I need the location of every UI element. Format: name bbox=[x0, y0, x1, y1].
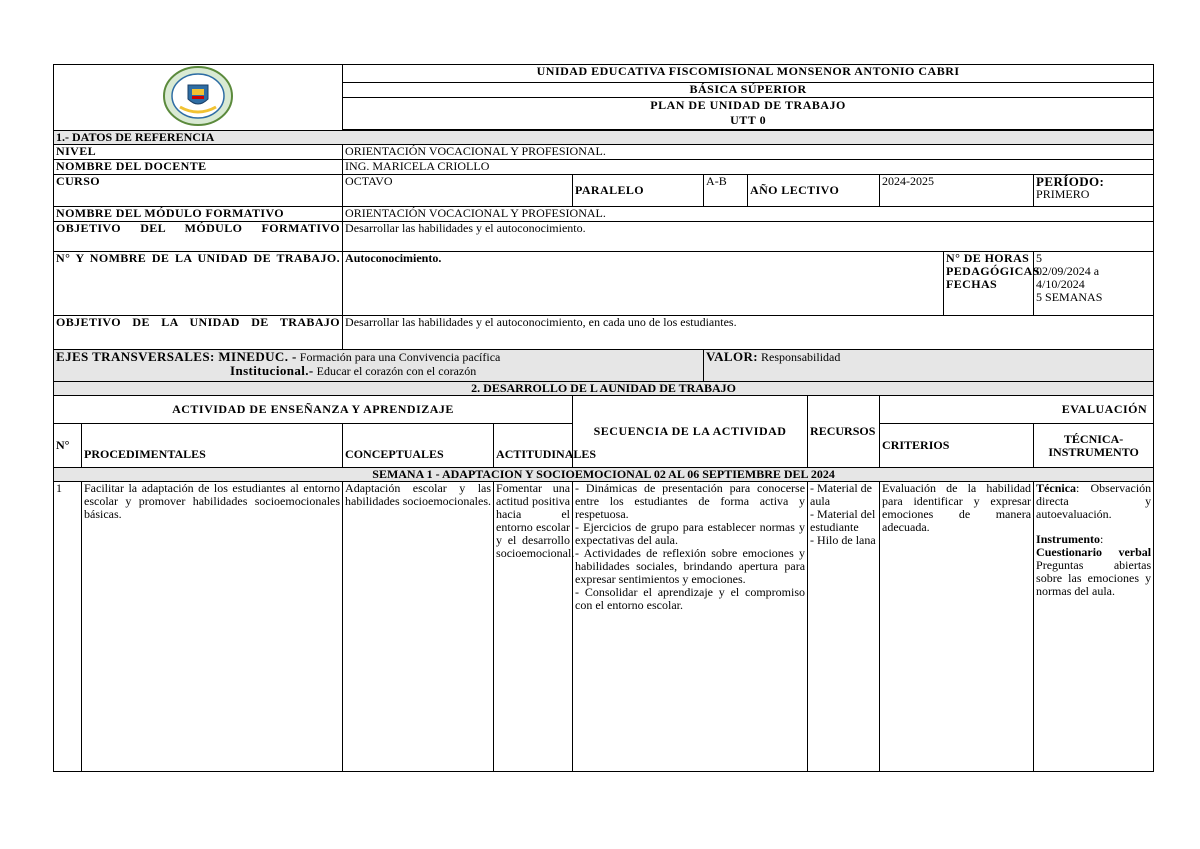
instrumento-label: Instrumento bbox=[1036, 532, 1101, 546]
valor-label: VALOR: bbox=[706, 349, 759, 364]
cuestionario-value: Preguntas abiertas sobre las emociones y normas del aula. bbox=[1036, 558, 1152, 598]
horas-labels bbox=[944, 251, 1040, 316]
logo-cell bbox=[54, 65, 343, 131]
plan-title-line: PLAN DE UNIDAD DE TRABAJO bbox=[650, 98, 846, 113]
actitudinales-cell: Fomentar una actitud positiva hacia el entorno escolar y el desarrollo socioemocional. bbox=[494, 482, 573, 772]
num-header: N° bbox=[54, 424, 82, 468]
criterios-header: CRITERIOS bbox=[880, 424, 1034, 468]
ejes-label: EJES TRANSVERSALES: MINEDUC. - bbox=[56, 349, 297, 364]
objetivo-unidad-value: Desarrollar las habilidades y el autoconocimiento, en cada uno de los estudiantes. bbox=[343, 316, 1154, 350]
secuencia-header: SECUENCIA DE LA ACTIVIDAD bbox=[573, 396, 808, 468]
level-name: BÁSICA SÚPERIOR bbox=[343, 83, 1154, 98]
docente-value: ING. MARICELA CRIOLLO bbox=[343, 160, 1154, 175]
conceptuales-cell: Adaptación escolar y las habilidades socioemocionales. bbox=[343, 482, 494, 772]
plan-code: UTT 0 bbox=[730, 113, 767, 128]
recursos-header: RECURSOS bbox=[808, 396, 880, 468]
curso-label: CURSO bbox=[54, 175, 343, 207]
horas-label-1: N° DE HORAS bbox=[946, 251, 1030, 265]
ano-lectivo-label: AÑO LECTIVO bbox=[748, 175, 880, 207]
horas-value: 5 bbox=[1036, 251, 1043, 265]
nivel-label: NIVEL bbox=[54, 145, 343, 160]
semana-1-title: SEMANA 1 - ADAPTACION Y SOCIOEMOCIONAL 02 AL 06 SEPTIEMBRE DEL 2024 bbox=[54, 468, 1154, 482]
ano-lectivo-value: 2024-2025 bbox=[880, 175, 1034, 207]
secuencia-item: - Actividades de reflexión sobre emociones y habilidades sociales, brindando apertura para expresar sentimientos y emociones. bbox=[575, 546, 806, 586]
secuencia-item: - Consolidar el aprendizaje y el compromiso con el entorno escolar. bbox=[575, 585, 806, 612]
tecnica-instrumento-header: TÉCNICA-INSTRUMENTO bbox=[1034, 424, 1154, 468]
secuencia-item: - Ejercicios de grupo para establecer normas y expectativas del aula. bbox=[575, 520, 806, 547]
row-num: 1 bbox=[54, 482, 82, 772]
ejes-cell bbox=[54, 350, 704, 382]
secuencia-cell bbox=[573, 482, 808, 772]
periodo-label: PERÍODO: bbox=[1036, 174, 1105, 189]
unidad-value: Autoconocimiento. bbox=[343, 252, 944, 316]
institucional-label: Institucional.- bbox=[230, 363, 314, 378]
recurso-item: - Hilo de lana bbox=[810, 533, 876, 547]
modulo-label: NOMBRE DEL MÓDULO FORMATIVO bbox=[54, 207, 343, 222]
instrumento-colon: : bbox=[1100, 532, 1104, 546]
recurso-item: - Material del estudiante bbox=[810, 507, 876, 534]
paralelo-label: PARALELO bbox=[573, 175, 704, 207]
objetivo-modulo-label: OBJETIVO DEL MÓDULO FORMATIVO bbox=[54, 222, 343, 252]
unidad-label: N° Y NOMBRE DE LA UNIDAD DE TRABAJO. bbox=[54, 252, 343, 316]
tecnica-value: : Observación directa y autoevaluación. bbox=[1036, 481, 1152, 521]
semanas-value: 5 SEMANAS bbox=[1036, 290, 1103, 304]
nivel-value: ORIENTACIÓN VOCACIONAL Y PROFESIONAL. bbox=[343, 145, 1154, 160]
horas-label-2: PEDAGÓGICAS bbox=[946, 264, 1040, 278]
evaluacion-header: EVALUACIÓN bbox=[880, 396, 1154, 424]
objetivo-modulo-value: Desarrollar las habilidades y el autoconocimiento. bbox=[343, 222, 1154, 252]
fecha-inicio: 02/09/2024 a bbox=[1036, 264, 1100, 278]
curso-value: OCTAVO bbox=[343, 175, 573, 207]
valor-cell bbox=[704, 350, 1154, 382]
school-seal-icon bbox=[162, 65, 234, 127]
tecnica-cell bbox=[1034, 482, 1154, 772]
secuencia-item: - Dinámicas de presentación para conocerse entre los estudiantes de forma activa y respetuosa. bbox=[575, 481, 806, 521]
procedimentales-cell: Facilitar la adaptación de los estudiantes al entorno escolar y promover habilidades socioemocionales básicas. bbox=[82, 482, 343, 772]
fechas-label: FECHAS bbox=[946, 277, 998, 291]
recursos-cell bbox=[808, 482, 880, 772]
unit-plan-table bbox=[53, 64, 1154, 772]
tecnica-label: Técnica bbox=[1036, 481, 1077, 495]
periodo-cell bbox=[1034, 175, 1154, 207]
horas-values bbox=[1034, 252, 1154, 316]
docente-label: NOMBRE DEL DOCENTE bbox=[54, 160, 343, 175]
procedimentales-header: PROCEDIMENTALES bbox=[82, 424, 343, 468]
institucional-value: Educar el corazón con el corazón bbox=[313, 364, 477, 378]
actitudinales-header: ACTITUDINALES bbox=[494, 424, 573, 468]
conceptuales-header: CONCEPTUALES bbox=[343, 424, 494, 468]
modulo-value: ORIENTACIÓN VOCACIONAL Y PROFESIONAL. bbox=[343, 207, 1154, 222]
paralelo-value: A-B bbox=[704, 175, 748, 207]
plan-title bbox=[343, 98, 1154, 129]
actividad-header: ACTIVIDAD DE ENSEÑANZA Y APRENDIZAJE bbox=[54, 396, 573, 424]
periodo-value: PRIMERO bbox=[1036, 187, 1090, 201]
section-2-title: 2. DESARROLLO DE L AUNIDAD DE TRABAJO bbox=[54, 382, 1154, 396]
fecha-fin: 4/10/2024 bbox=[1036, 277, 1085, 291]
ejes-value: Formación para una Convivencia pacífica bbox=[296, 350, 501, 364]
objetivo-unidad-label: OBJETIVO DE LA UNIDAD DE TRABAJO bbox=[54, 316, 343, 350]
valor-value: Responsabilidad bbox=[758, 350, 841, 364]
section-1-title: 1.- DATOS DE REFERENCIA bbox=[54, 131, 1154, 145]
criterios-cell: Evaluación de la habilidad para identificar y expresar emociones de manera adecuada. bbox=[880, 482, 1034, 772]
cuestionario-label: Cuestionario verbal bbox=[1036, 545, 1152, 559]
school-name: UNIDAD EDUCATIVA FISCOMISIONAL MONSENOR ANTONIO CABRI bbox=[343, 65, 1154, 83]
recurso-item: - Material de aula bbox=[810, 481, 872, 508]
